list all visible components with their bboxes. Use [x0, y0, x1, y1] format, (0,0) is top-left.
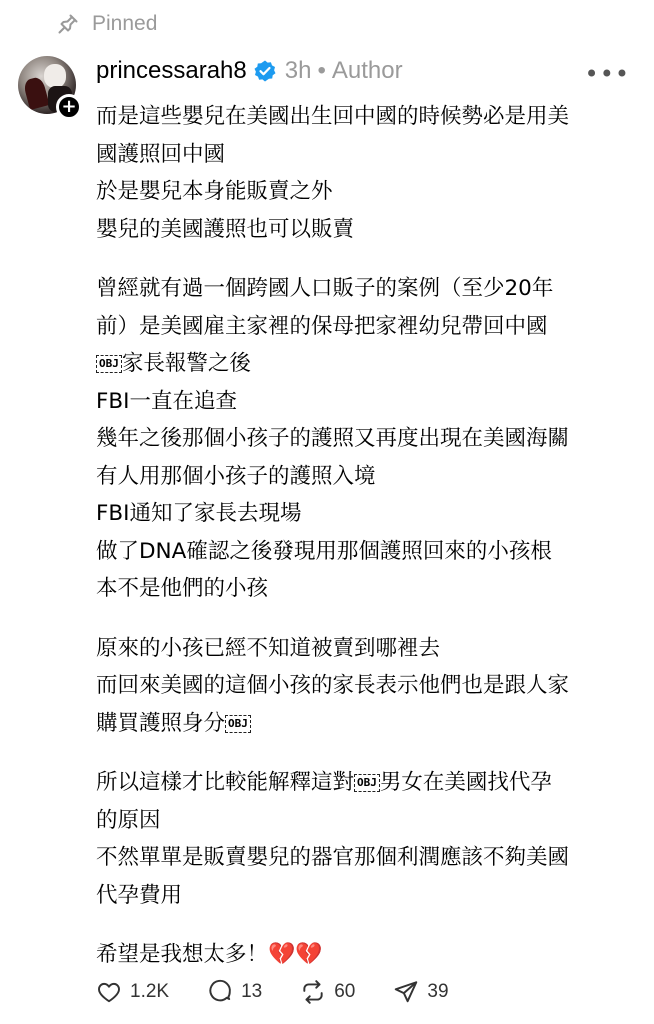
text-line: FBI一直在追查	[96, 388, 237, 414]
share-count: 39	[427, 981, 449, 1002]
pin-icon	[56, 12, 80, 36]
pinned-indicator	[56, 8, 157, 40]
post-header	[96, 54, 634, 88]
text-line: 幾年之後那個小孩子的護照又再度出現在美國海關	[96, 426, 570, 451]
post-actions	[96, 974, 487, 1010]
like-count: 1.2K	[130, 981, 170, 1002]
text-line: FBI通知了家長去現場	[96, 501, 302, 526]
text-line: 本不是他們的小孩	[96, 576, 269, 601]
text-line: 前）是美國雇主家裡的保母把家裡幼兒帶回中國	[96, 313, 548, 339]
text-line: 國護照回中國	[96, 141, 226, 167]
comment-icon	[207, 979, 233, 1005]
repost-icon	[300, 979, 326, 1005]
paragraph	[96, 270, 641, 608]
obj-placeholder-glyph: OBJ	[96, 355, 122, 373]
obj-placeholder-glyph: OBJ	[354, 774, 380, 792]
text-line: 而是這些嬰兒在美國出生回中國的時候勢必是用美	[96, 104, 570, 129]
paragraph	[96, 630, 641, 743]
follow-plus-icon[interactable]: +	[56, 94, 82, 120]
verified-badge-icon	[253, 59, 277, 83]
like-button[interactable]	[96, 979, 169, 1005]
send-icon	[393, 979, 419, 1005]
text-line: 購買護照身分 OBJ	[96, 705, 641, 743]
author-username[interactable]: princessarah8	[96, 57, 247, 84]
paragraph	[96, 764, 641, 914]
paragraph	[96, 936, 641, 974]
text-line: 希望是我想太多！💔💔	[96, 942, 323, 967]
text-line: 有人用那個小孩子的護照入境	[96, 463, 376, 489]
text-line: 於是嬰兒本身能販賣之外	[96, 179, 333, 204]
paragraph	[96, 98, 641, 248]
text-line: 代孕費用	[96, 882, 183, 908]
text-line: 做了DNA確認之後發現用那個護照回來的小孩根	[96, 538, 552, 564]
avatar[interactable]	[18, 56, 77, 117]
author-tag: Author	[331, 57, 403, 84]
text-line: 嬰兒的美國護照也可以販賣	[96, 216, 355, 242]
post-body	[96, 98, 641, 996]
reply-button[interactable]	[207, 979, 262, 1005]
more-options-icon[interactable]: •••	[584, 60, 630, 88]
post-time: 3h	[284, 57, 312, 84]
obj-placeholder-glyph: OBJ	[225, 715, 251, 733]
text-line: 的原因	[96, 807, 161, 833]
text-line: 而回來美國的這個小孩的家長表示他們也是跟人家	[96, 673, 570, 698]
text-line: OBJ 家長報警之後	[96, 345, 641, 383]
text-line: 不然單單是販賣嬰兒的器官那個利潤應該不夠美國	[96, 845, 570, 870]
repost-count: 60	[334, 981, 356, 1002]
broken-heart-icon: 💔💔	[268, 942, 323, 967]
pinned-label: Pinned	[92, 12, 158, 35]
repost-button[interactable]	[300, 979, 355, 1005]
text-line: 曾經就有過一個跨國人口販子的案例（至少20年	[96, 276, 554, 301]
meta-separator: •	[317, 57, 326, 84]
text-line: 所以這樣才比較能解釋這對 OBJ 男女在美國找代孕	[96, 770, 552, 795]
share-button[interactable]	[393, 979, 448, 1005]
heart-icon	[96, 979, 122, 1005]
text-line: 原來的小孩已經不知道被賣到哪裡去	[96, 635, 441, 661]
reply-count: 13	[241, 981, 263, 1002]
